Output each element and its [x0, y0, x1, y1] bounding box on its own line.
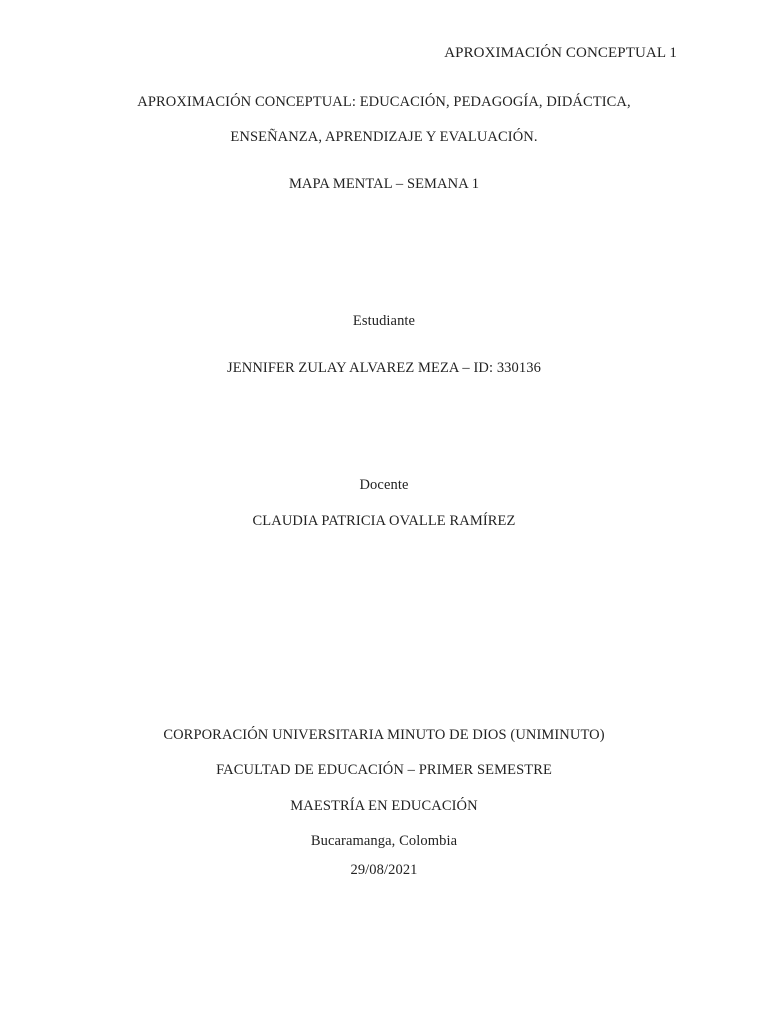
- institution-name: CORPORACIÓN UNIVERSITARIA MINUTO DE DIOS (UNIMINUTO): [163, 727, 605, 743]
- running-header: APROXIMACIÓN CONCEPTUAL 1: [444, 45, 677, 61]
- program-name: MAESTRÍA EN EDUCACIÓN: [290, 798, 478, 814]
- student-label: Estudiante: [352, 313, 416, 329]
- subtitle: MAPA MENTAL – SEMANA 1: [288, 176, 480, 192]
- faculty-name: FACULTAD DE EDUCACIÓN – PRIMER SEMESTRE: [216, 762, 552, 778]
- teacher-name: CLAUDIA PATRICIA OVALLE RAMÍREZ: [252, 513, 516, 529]
- title-line-1: APROXIMACIÓN CONCEPTUAL: EDUCACIÓN, PEDAGOGÍA, DIDÁCTICA,: [137, 94, 631, 110]
- location: Bucaramanga, Colombia: [310, 833, 458, 849]
- teacher-label: Docente: [359, 477, 409, 493]
- title-line-2: ENSEÑANZA, APRENDIZAJE Y EVALUACIÓN.: [230, 129, 538, 145]
- document-date: 29/08/2021: [350, 862, 418, 878]
- student-name: JENNIFER ZULAY ALVAREZ MEZA – ID: 330136: [227, 360, 541, 376]
